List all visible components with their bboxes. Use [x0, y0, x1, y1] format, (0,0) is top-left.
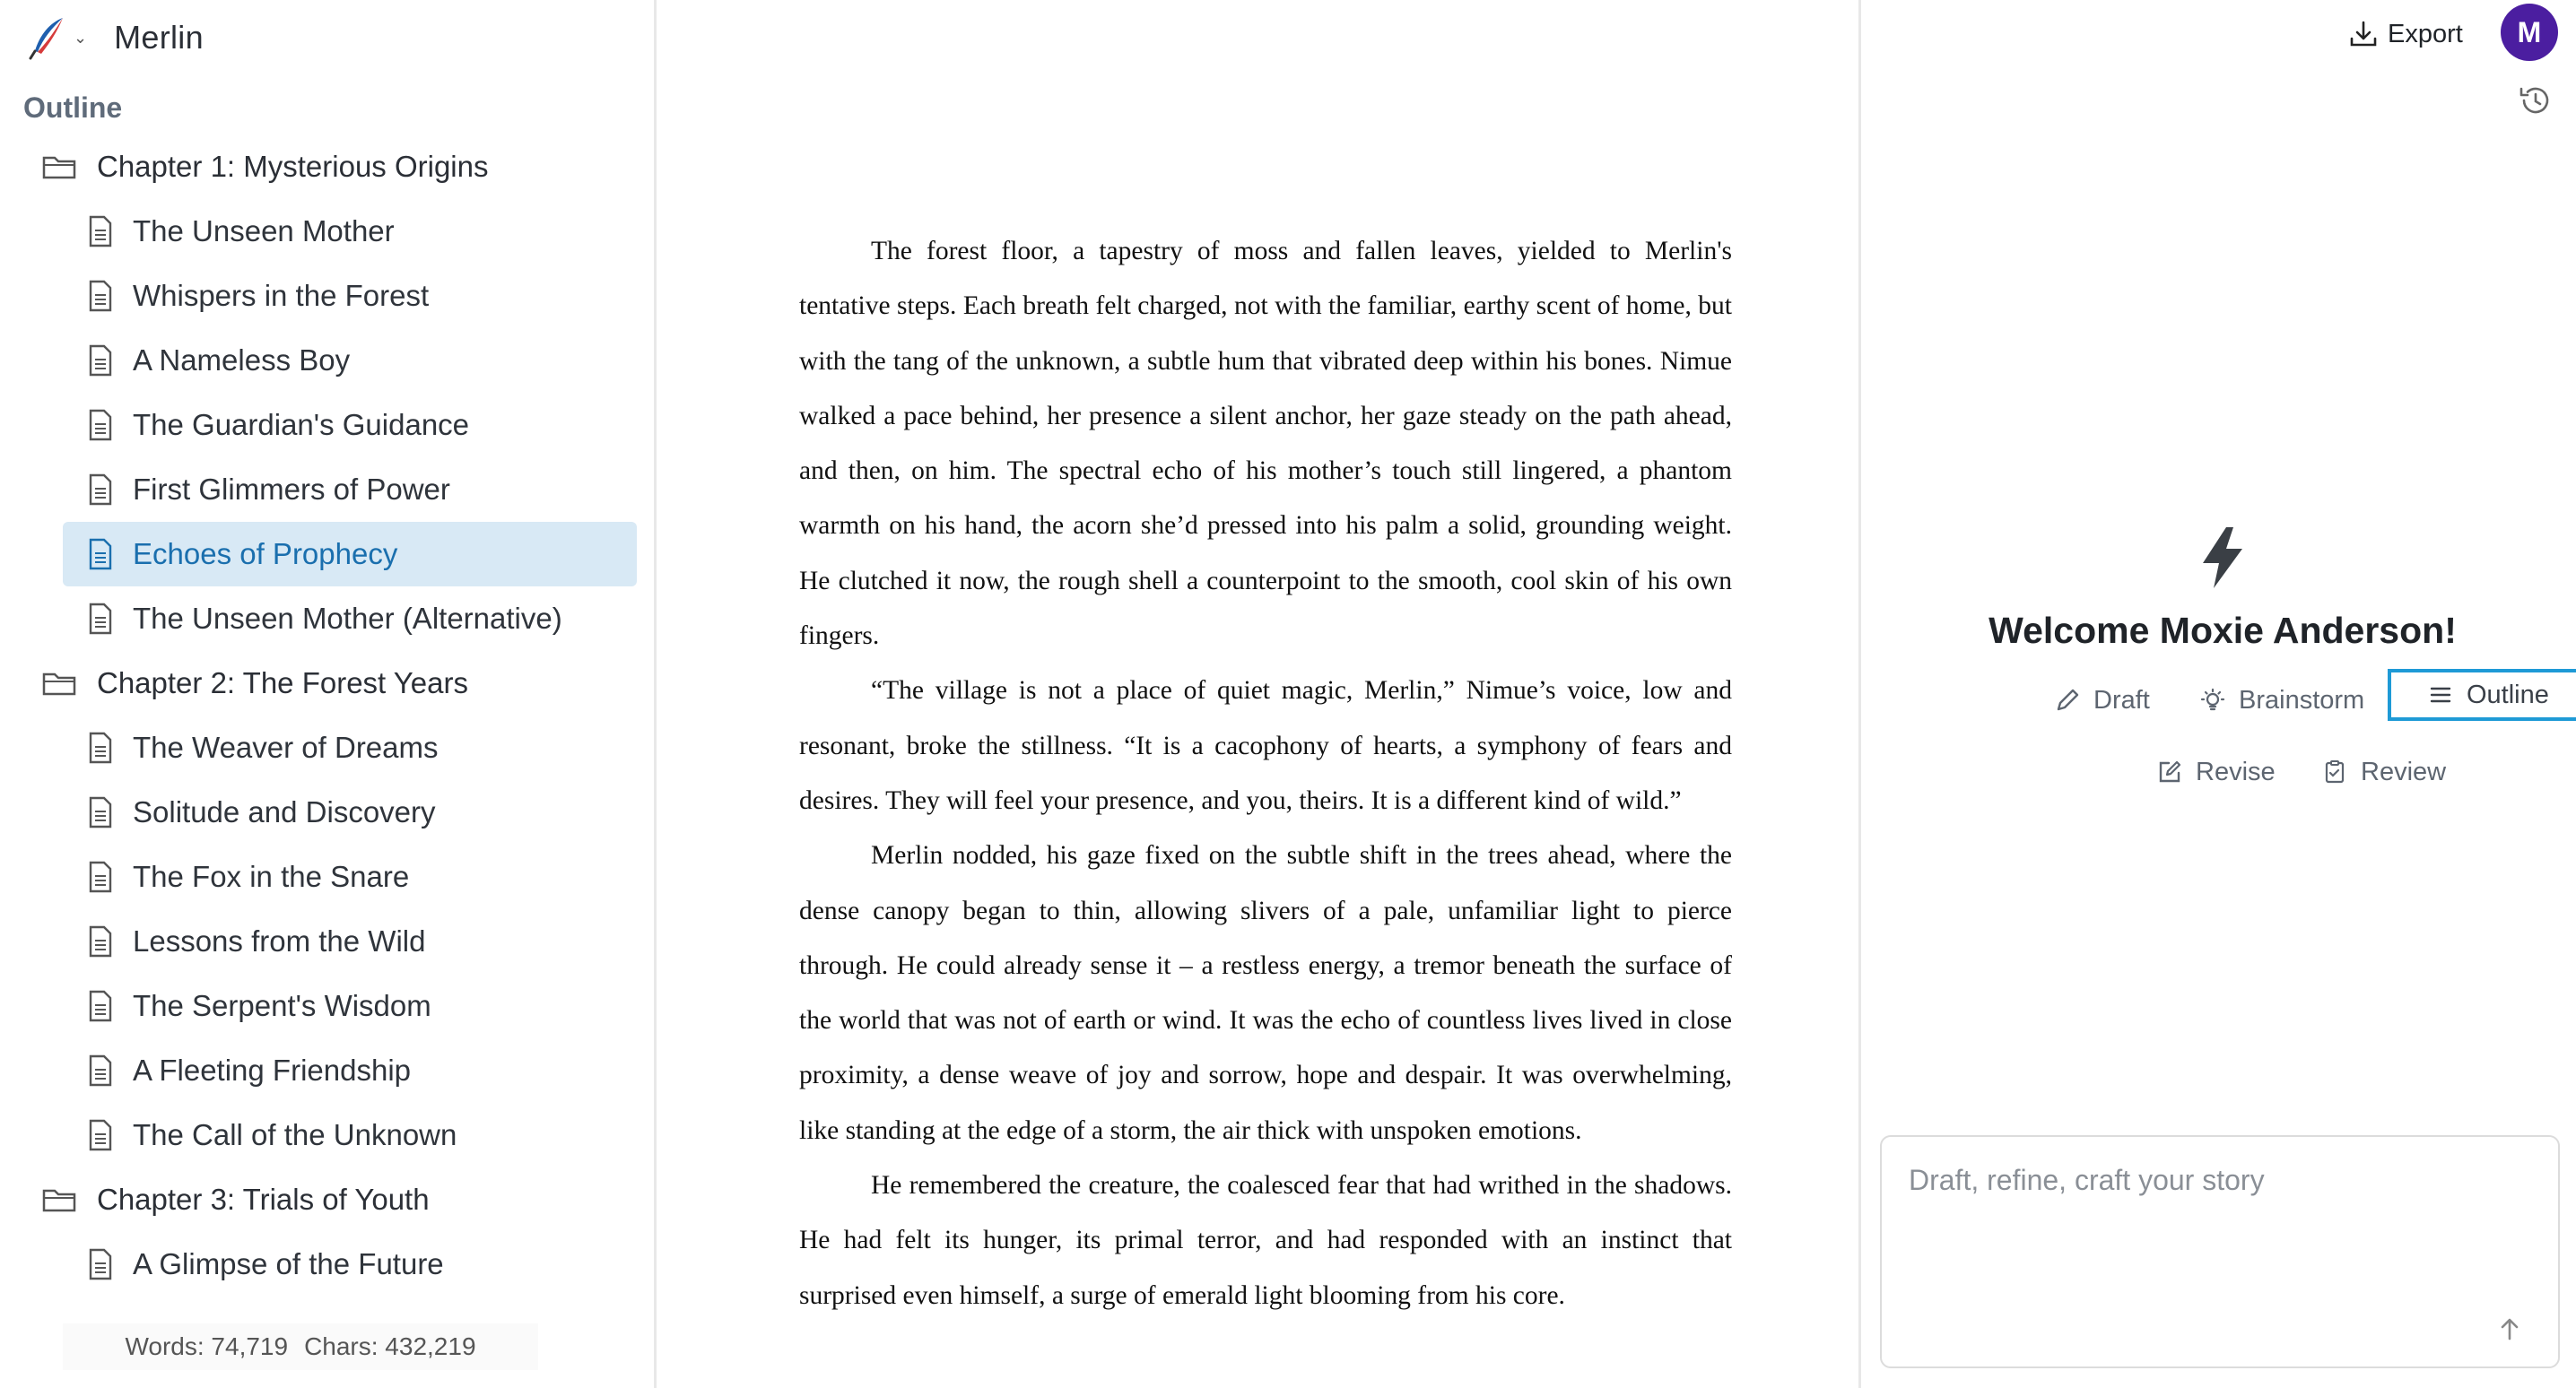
review-mode-button[interactable]: [2321, 746, 2446, 798]
lightning-bolt-icon: [2196, 525, 2250, 590]
revise-mode-button[interactable]: [2156, 746, 2276, 798]
menu-lines-icon: [2427, 681, 2454, 708]
outline-mode-button[interactable]: [2388, 669, 2576, 721]
chapter-title: Chapter 3: Trials of Youth: [97, 1183, 430, 1216]
document-icon: [88, 925, 113, 958]
chapter-item[interactable]: [0, 1167, 657, 1232]
outline-heading: Outline: [23, 91, 123, 124]
scene-item[interactable]: [0, 974, 657, 1038]
document-icon: [88, 409, 113, 441]
pencil-icon: [2054, 687, 2081, 714]
folder-icon: [41, 152, 77, 181]
scene-item[interactable]: [0, 716, 657, 780]
scene-item[interactable]: [0, 1232, 657, 1297]
document-icon: [88, 1248, 113, 1280]
app-title: Merlin: [114, 19, 204, 56]
scene-item[interactable]: [0, 1103, 657, 1167]
scene-title: A Nameless Boy: [133, 343, 351, 377]
folder-icon: [41, 1185, 77, 1214]
document-icon: [88, 1054, 113, 1087]
scene-title: The Fox in the Snare: [133, 860, 410, 893]
document-icon: [88, 796, 113, 828]
paragraph[interactable]: The forest floor, a tapestry of moss and fallen leaves, yielded to Merlin's tentative steps. Each breath felt charged, not with the familiar, earthy scent of home, but with the tang of the unknown, a subtle hum that vibrated deep within his bones. Nimue walked a pace behind, her presence a silent anchor, her gaze steady on the path ahead, and then, on him. The spectral echo of his mother’s touch still lingered, a phantom warmth on his hand, the acorn she’d pressed into his palm a solid, grounding weight. He clutched it now, the rough shell a counterpoint to the smooth, cool skin of his own fingers.: [799, 237, 1732, 651]
edit-square-icon: [2156, 759, 2183, 785]
mode-label: Brainstorm: [2239, 685, 2365, 715]
scene-title: The Serpent's Wisdom: [133, 989, 431, 1022]
assistant-panel: [1864, 0, 2576, 1388]
chapter-title: Chapter 2: The Forest Years: [97, 666, 468, 699]
document-icon: [88, 344, 113, 377]
document-icon: [88, 280, 113, 312]
download-icon: [2348, 19, 2379, 49]
export-button[interactable]: [2348, 16, 2463, 52]
folder-icon: [41, 669, 77, 698]
scene-title: A Glimpse of the Future: [133, 1247, 444, 1280]
scene-item[interactable]: [0, 909, 657, 974]
mode-label: Revise: [2196, 757, 2276, 786]
document-icon: [88, 473, 113, 506]
scene-title: Echoes of Prophecy: [133, 537, 398, 570]
document-icon: [88, 1119, 113, 1151]
clipboard-check-icon: [2321, 759, 2348, 785]
arrow-up-icon: [2495, 1314, 2524, 1343]
scene-title: Lessons from the Wild: [133, 924, 426, 958]
scene-item-active[interactable]: [63, 522, 637, 586]
prompt-box: [1880, 1135, 2560, 1368]
scene-item[interactable]: [0, 457, 657, 522]
mode-label: Review: [2361, 757, 2447, 786]
char-count: Chars: 432,219: [304, 1332, 476, 1360]
scene-item[interactable]: [0, 780, 657, 845]
scene-item[interactable]: [0, 328, 657, 393]
chapter-title: Chapter 1: Mysterious Origins: [97, 150, 489, 183]
scene-title: The Unseen Mother (Alternative): [133, 602, 562, 635]
scene-item[interactable]: [0, 393, 657, 457]
document-icon: [88, 990, 113, 1022]
mode-label: Outline: [2467, 680, 2549, 709]
draft-mode-button[interactable]: [2054, 674, 2150, 726]
scene-title: The Guardian's Guidance: [133, 408, 470, 441]
scene-item[interactable]: [0, 845, 657, 909]
brainstorm-mode-button[interactable]: [2199, 674, 2364, 726]
scene-title: First Glimmers of Power: [133, 473, 450, 506]
mode-label: Draft: [2093, 685, 2150, 715]
paragraph[interactable]: He remembered the creature, the coalesced fear that had writhed in the shadows. He had felt its hunger, its primal terror, and had responded with an instinct that surprised even himself, a surge of emerald light blooming from his core.: [799, 1171, 1732, 1310]
scene-item[interactable]: [0, 586, 657, 651]
document-icon: [88, 861, 113, 893]
word-count-bar: [63, 1323, 538, 1370]
outline-tree: [0, 134, 657, 1297]
chevron-down-icon[interactable]: ⌄: [74, 28, 88, 47]
document-icon: [88, 732, 113, 764]
app-header: [27, 13, 204, 63]
scene-title: A Fleeting Friendship: [133, 1054, 412, 1087]
scene-title: The Unseen Mother: [133, 214, 395, 247]
manuscript-editor[interactable]: [659, 0, 1861, 1388]
manuscript-text[interactable]: [799, 224, 1732, 1323]
prompt-input[interactable]: [1909, 1164, 2519, 1298]
paragraph[interactable]: Merlin nodded, his gaze fixed on the subtle shift in the trees ahead, where the dense canopy began to thin, allowing slivers of a pale, unfamiliar light to pierce through. He could already sense it – a restless energy, a tremor beneath the surface of the world that was not of earth or wind. It was the echo of countless lives lived in close proximity, a dense weave of joy and sorrow, hope and despair. It was overwhelming, like standing at the edge of a storm, the air thick with unspoken emotions.: [799, 841, 1732, 1145]
scene-title: The Weaver of Dreams: [133, 731, 439, 764]
chapter-item[interactable]: [0, 134, 657, 199]
lightbulb-icon: [2199, 687, 2226, 714]
scene-title: Solitude and Discovery: [133, 795, 436, 828]
outline-sidebar: [0, 0, 657, 1388]
history-icon[interactable]: [2517, 82, 2553, 118]
avatar[interactable]: M: [2501, 4, 2558, 61]
welcome-message: Welcome Moxie Anderson!: [1989, 610, 2457, 651]
document-icon: [88, 538, 113, 570]
scene-item[interactable]: [0, 199, 657, 264]
document-icon: [88, 603, 113, 635]
paragraph[interactable]: “The village is not a place of quiet magic, Merlin,” Nimue’s voice, low and resonant, broke the stillness. “It is a cacophony of hearts, a symphony of fears and desires. They will feel your presence, and you, theirs. It is a different kind of wild.”: [799, 676, 1732, 815]
feather-quill-icon[interactable]: [27, 15, 66, 60]
word-count: Words: 74,719: [125, 1332, 289, 1360]
export-label: Export: [2388, 19, 2463, 48]
scene-item[interactable]: [0, 1038, 657, 1103]
scene-title: The Call of the Unknown: [133, 1118, 457, 1151]
document-icon: [88, 215, 113, 247]
scene-title: Whispers in the Forest: [133, 279, 430, 312]
chapter-item[interactable]: [0, 651, 657, 716]
send-button[interactable]: [2492, 1311, 2528, 1347]
scene-item[interactable]: [0, 264, 657, 328]
